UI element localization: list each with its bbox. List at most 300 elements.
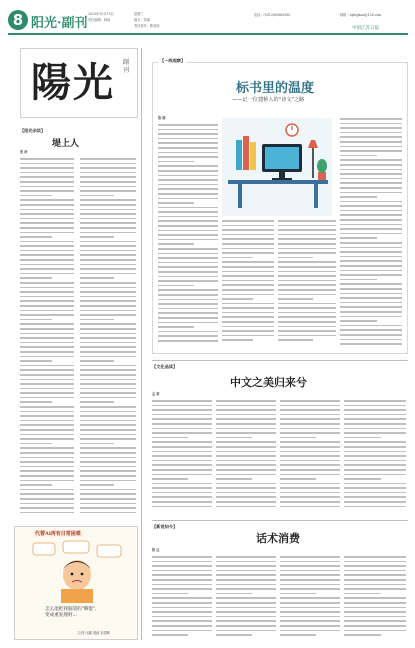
brand-calligraphy: 陽光 bbox=[31, 59, 115, 106]
text-line bbox=[216, 441, 276, 443]
text-line bbox=[280, 446, 340, 448]
text-line bbox=[20, 287, 74, 289]
text-line bbox=[340, 150, 402, 152]
text-line bbox=[152, 432, 212, 434]
text-line bbox=[80, 397, 136, 399]
text-line bbox=[216, 414, 276, 416]
text-line bbox=[80, 356, 136, 358]
text-line bbox=[344, 593, 381, 595]
text-line bbox=[340, 339, 402, 341]
text-line bbox=[340, 329, 402, 331]
text-line bbox=[152, 593, 188, 595]
text-line bbox=[80, 218, 136, 220]
feature-body-col3 bbox=[278, 220, 336, 348]
text-line bbox=[158, 299, 218, 301]
text-line bbox=[20, 291, 74, 293]
text-line bbox=[20, 447, 74, 449]
text-line bbox=[216, 478, 252, 480]
text-line bbox=[222, 284, 274, 286]
text-line bbox=[344, 574, 406, 576]
text-line bbox=[278, 312, 336, 314]
column-divider bbox=[141, 48, 142, 640]
text-line bbox=[280, 474, 340, 476]
text-line bbox=[344, 492, 406, 494]
text-line bbox=[280, 611, 340, 613]
text-line bbox=[344, 432, 406, 434]
text-line bbox=[222, 294, 274, 296]
text-line bbox=[340, 155, 377, 157]
text-line bbox=[152, 501, 212, 503]
text-line bbox=[152, 492, 212, 494]
text-line bbox=[280, 432, 340, 434]
text-line bbox=[340, 274, 402, 276]
masthead bbox=[0, 0, 415, 46]
text-line bbox=[280, 570, 340, 572]
text-line bbox=[80, 498, 136, 500]
text-line bbox=[278, 339, 313, 341]
bottom-title: 话术消费 bbox=[256, 532, 300, 545]
text-line bbox=[280, 588, 340, 590]
text-line bbox=[152, 607, 212, 609]
text-line bbox=[278, 257, 313, 259]
text-line bbox=[80, 443, 114, 445]
middle-body-col4 bbox=[344, 400, 406, 514]
text-line bbox=[152, 584, 212, 586]
bottom-top-rule bbox=[152, 520, 408, 521]
text-line bbox=[80, 484, 114, 486]
text-line bbox=[20, 190, 74, 192]
text-line bbox=[80, 328, 136, 330]
text-line bbox=[20, 241, 74, 243]
text-line bbox=[152, 597, 212, 599]
text-line bbox=[340, 164, 402, 166]
text-line bbox=[222, 261, 274, 263]
text-line bbox=[344, 570, 406, 572]
text-line bbox=[80, 296, 136, 298]
text-line bbox=[280, 593, 316, 595]
text-line bbox=[152, 414, 212, 416]
text-line bbox=[80, 209, 136, 211]
text-line bbox=[158, 257, 218, 259]
text-line bbox=[20, 411, 74, 413]
text-line bbox=[278, 238, 336, 240]
text-line bbox=[20, 277, 52, 279]
text-line bbox=[222, 257, 253, 259]
text-line bbox=[278, 229, 336, 231]
text-line bbox=[344, 464, 406, 466]
text-line bbox=[80, 291, 136, 293]
text-line bbox=[80, 461, 136, 463]
middle-kicker: 【文化品读】 bbox=[152, 364, 178, 369]
text-line bbox=[80, 379, 136, 381]
text-line bbox=[344, 478, 381, 480]
designer-credit: 版式：邹睿 bbox=[134, 18, 150, 22]
text-line bbox=[80, 167, 136, 169]
text-line bbox=[344, 579, 406, 581]
text-line bbox=[344, 469, 406, 471]
text-line bbox=[20, 420, 74, 422]
text-line bbox=[340, 219, 402, 221]
text-line bbox=[158, 271, 218, 273]
text-line bbox=[278, 294, 336, 296]
text-line bbox=[222, 229, 274, 231]
text-line bbox=[152, 423, 212, 425]
text-line bbox=[20, 489, 74, 491]
text-line bbox=[80, 277, 114, 279]
text-line bbox=[280, 556, 340, 558]
text-line bbox=[152, 616, 212, 618]
text-line bbox=[80, 190, 136, 192]
text-line bbox=[278, 225, 336, 227]
text-line bbox=[152, 428, 212, 430]
text-line bbox=[20, 319, 52, 321]
text-line bbox=[20, 254, 74, 256]
text-line bbox=[20, 218, 74, 220]
text-line bbox=[280, 464, 340, 466]
text-line bbox=[158, 243, 194, 245]
text-line bbox=[344, 597, 406, 599]
text-line bbox=[344, 565, 406, 567]
text-line bbox=[340, 146, 402, 148]
text-line bbox=[80, 466, 136, 468]
text-line bbox=[20, 222, 74, 224]
text-line bbox=[344, 561, 406, 563]
text-line bbox=[152, 460, 212, 462]
text-line bbox=[20, 369, 74, 371]
clock-icon bbox=[286, 124, 298, 136]
text-line bbox=[20, 314, 74, 316]
text-line bbox=[222, 321, 274, 323]
text-line bbox=[80, 507, 136, 509]
text-line bbox=[80, 420, 136, 422]
bottom-byline: 陈 达 bbox=[152, 548, 160, 552]
text-line bbox=[20, 199, 74, 201]
text-line bbox=[80, 158, 136, 160]
text-line bbox=[20, 259, 74, 261]
text-line bbox=[20, 379, 74, 381]
text-line bbox=[20, 342, 74, 344]
text-line bbox=[344, 414, 406, 416]
text-line bbox=[280, 469, 340, 471]
text-line bbox=[278, 234, 336, 236]
text-line bbox=[216, 423, 276, 425]
text-line bbox=[340, 293, 402, 295]
left-byline: 张 研 bbox=[20, 150, 28, 154]
text-line bbox=[20, 424, 74, 426]
text-line bbox=[280, 418, 340, 420]
text-line bbox=[80, 411, 136, 413]
text-line bbox=[216, 588, 276, 590]
text-line bbox=[216, 409, 276, 411]
text-line bbox=[20, 195, 52, 197]
text-line bbox=[152, 506, 212, 508]
text-line bbox=[216, 607, 276, 609]
proofreader-credit: 责任校对：陈星雨 bbox=[134, 24, 160, 28]
text-line bbox=[158, 239, 218, 241]
text-line bbox=[278, 261, 336, 263]
text-line bbox=[158, 266, 218, 268]
text-line bbox=[216, 428, 276, 430]
text-line bbox=[216, 556, 276, 558]
text-line bbox=[20, 388, 74, 390]
text-line bbox=[80, 268, 136, 270]
bottom-body-col1 bbox=[152, 556, 212, 642]
text-line bbox=[20, 470, 74, 472]
text-line bbox=[80, 457, 136, 459]
text-line bbox=[152, 630, 212, 632]
cartoon-illustration bbox=[23, 539, 131, 603]
text-line bbox=[158, 193, 218, 195]
text-line bbox=[344, 588, 406, 590]
text-line bbox=[344, 460, 406, 462]
text-line bbox=[152, 487, 212, 489]
middle-top-rule bbox=[152, 360, 408, 361]
text-line bbox=[280, 423, 340, 425]
text-line bbox=[80, 172, 136, 174]
text-line bbox=[80, 319, 114, 321]
text-line bbox=[158, 138, 218, 140]
text-line bbox=[340, 242, 402, 244]
middle-body-col2 bbox=[216, 400, 276, 514]
text-line bbox=[340, 187, 402, 189]
text-line bbox=[222, 335, 274, 337]
text-line bbox=[340, 256, 402, 258]
text-line bbox=[158, 188, 218, 190]
cartoon-top-caption: 代替Ai再有日常困难 bbox=[35, 531, 81, 537]
text-line bbox=[152, 574, 212, 576]
text-line bbox=[222, 248, 274, 250]
text-line bbox=[20, 475, 74, 477]
issue-date: 2025年10月15日 bbox=[88, 12, 114, 16]
text-line bbox=[20, 268, 74, 270]
text-line bbox=[280, 455, 340, 457]
text-line bbox=[222, 238, 274, 240]
text-line bbox=[20, 213, 74, 215]
text-line bbox=[152, 634, 188, 636]
text-line bbox=[222, 307, 274, 309]
text-line bbox=[222, 243, 274, 245]
issue-weekday: 星期三 bbox=[134, 12, 144, 16]
bottom-body-col4 bbox=[344, 556, 406, 642]
cartoon-bottom-caption: 怎么能把我脑袋的"聊蛋"， 变成重复理财... bbox=[45, 607, 100, 618]
text-line bbox=[340, 136, 402, 138]
text-line bbox=[80, 250, 136, 252]
text-line bbox=[340, 343, 402, 345]
text-line bbox=[20, 397, 74, 399]
text-line bbox=[158, 289, 218, 291]
text-line bbox=[278, 280, 336, 282]
text-line bbox=[278, 266, 336, 268]
middle-body-col1 bbox=[152, 400, 212, 514]
text-line bbox=[152, 478, 188, 480]
text-line bbox=[152, 620, 212, 622]
text-line bbox=[158, 124, 218, 126]
text-line bbox=[340, 228, 402, 230]
text-line bbox=[280, 496, 340, 498]
text-line bbox=[280, 584, 340, 586]
text-line bbox=[80, 199, 136, 201]
text-line bbox=[158, 234, 218, 236]
text-line bbox=[216, 400, 276, 402]
page-number-badge: 8 bbox=[8, 10, 28, 30]
text-line bbox=[80, 480, 136, 482]
text-line bbox=[344, 441, 406, 443]
text-line bbox=[216, 474, 276, 476]
text-line bbox=[344, 584, 406, 586]
text-line bbox=[80, 236, 114, 238]
text-line bbox=[20, 383, 74, 385]
text-line bbox=[340, 127, 402, 129]
text-line bbox=[280, 630, 340, 632]
text-line bbox=[80, 342, 136, 344]
text-line bbox=[20, 305, 74, 307]
text-line bbox=[222, 275, 274, 277]
text-line bbox=[158, 156, 218, 158]
text-line bbox=[222, 330, 274, 332]
text-line bbox=[216, 574, 276, 576]
text-line bbox=[80, 392, 136, 394]
text-line bbox=[152, 451, 212, 453]
text-line bbox=[344, 556, 406, 558]
text-line bbox=[216, 469, 276, 471]
bottom-body-col3 bbox=[280, 556, 340, 642]
text-line bbox=[216, 437, 252, 439]
text-line bbox=[340, 182, 402, 184]
text-line bbox=[158, 129, 218, 131]
text-line bbox=[20, 163, 74, 165]
text-line bbox=[20, 498, 74, 500]
text-line bbox=[278, 316, 336, 318]
text-line bbox=[280, 620, 340, 622]
text-line bbox=[152, 409, 212, 411]
text-line bbox=[158, 248, 218, 250]
text-line bbox=[80, 429, 136, 431]
text-line bbox=[344, 607, 406, 609]
text-line bbox=[20, 333, 74, 335]
text-line bbox=[158, 152, 218, 154]
text-line bbox=[158, 335, 218, 337]
text-line bbox=[80, 489, 136, 491]
text-line bbox=[20, 236, 52, 238]
text-line bbox=[158, 184, 218, 186]
text-line bbox=[158, 225, 218, 227]
text-line bbox=[152, 565, 212, 567]
text-line bbox=[216, 611, 276, 613]
text-line bbox=[216, 451, 276, 453]
text-line bbox=[80, 282, 136, 284]
text-line bbox=[80, 424, 136, 426]
text-line bbox=[158, 147, 218, 149]
text-line bbox=[216, 625, 276, 627]
text-line bbox=[278, 335, 336, 337]
text-line bbox=[158, 294, 218, 296]
text-line bbox=[216, 593, 252, 595]
text-line bbox=[80, 195, 114, 197]
text-line bbox=[280, 625, 340, 627]
text-line bbox=[344, 483, 406, 485]
feature-subtitle: ——记一位建桥人的"诗文"之路 bbox=[232, 97, 305, 103]
text-line bbox=[344, 616, 406, 618]
text-line bbox=[20, 434, 74, 436]
text-line bbox=[20, 204, 74, 206]
text-line bbox=[158, 202, 194, 204]
text-line bbox=[80, 452, 136, 454]
text-line bbox=[222, 316, 274, 318]
text-line bbox=[280, 400, 340, 402]
text-line bbox=[158, 262, 218, 264]
text-line bbox=[216, 579, 276, 581]
text-line bbox=[158, 220, 218, 222]
left-body-text bbox=[20, 158, 74, 518]
text-line bbox=[158, 175, 218, 177]
text-line bbox=[280, 607, 340, 609]
cartoon-panel bbox=[14, 526, 138, 640]
text-line bbox=[278, 289, 336, 291]
text-line bbox=[344, 611, 406, 613]
text-line bbox=[222, 289, 274, 291]
text-line bbox=[216, 487, 276, 489]
feature-byline: 陈 晴 bbox=[158, 116, 166, 120]
text-line bbox=[158, 170, 218, 172]
text-line bbox=[344, 625, 406, 627]
text-line bbox=[80, 470, 136, 472]
text-line bbox=[340, 118, 402, 120]
text-line bbox=[340, 173, 402, 175]
text-line bbox=[216, 460, 276, 462]
text-line bbox=[216, 455, 276, 457]
text-line bbox=[344, 474, 406, 476]
text-line bbox=[216, 597, 276, 599]
text-line bbox=[152, 625, 212, 627]
text-line bbox=[280, 460, 340, 462]
text-line bbox=[80, 401, 114, 403]
text-line bbox=[340, 224, 402, 226]
text-line bbox=[280, 602, 340, 604]
text-line bbox=[216, 565, 276, 567]
masthead-rule bbox=[8, 33, 408, 35]
text-line bbox=[80, 415, 136, 417]
text-line bbox=[80, 241, 136, 243]
text-line bbox=[80, 310, 136, 312]
text-line bbox=[20, 209, 74, 211]
text-line bbox=[340, 334, 402, 336]
text-line bbox=[20, 438, 74, 440]
text-line bbox=[80, 503, 136, 505]
text-line bbox=[222, 298, 253, 300]
text-line bbox=[216, 630, 276, 632]
text-line bbox=[152, 400, 212, 402]
text-line bbox=[20, 346, 74, 348]
text-line bbox=[340, 192, 402, 194]
text-line bbox=[158, 253, 218, 255]
text-line bbox=[280, 561, 340, 563]
text-line bbox=[20, 356, 74, 358]
bottom-body-col2 bbox=[216, 556, 276, 642]
text-line bbox=[344, 451, 406, 453]
text-line bbox=[340, 247, 402, 249]
text-line bbox=[340, 169, 402, 171]
text-line bbox=[152, 588, 212, 590]
text-line bbox=[20, 507, 74, 509]
text-line bbox=[344, 620, 406, 622]
feature-body-col1 bbox=[158, 124, 218, 348]
text-line bbox=[340, 196, 377, 198]
text-line bbox=[80, 374, 136, 376]
text-line bbox=[280, 634, 316, 636]
text-line bbox=[344, 446, 406, 448]
text-line bbox=[280, 437, 316, 439]
text-line bbox=[158, 133, 218, 135]
